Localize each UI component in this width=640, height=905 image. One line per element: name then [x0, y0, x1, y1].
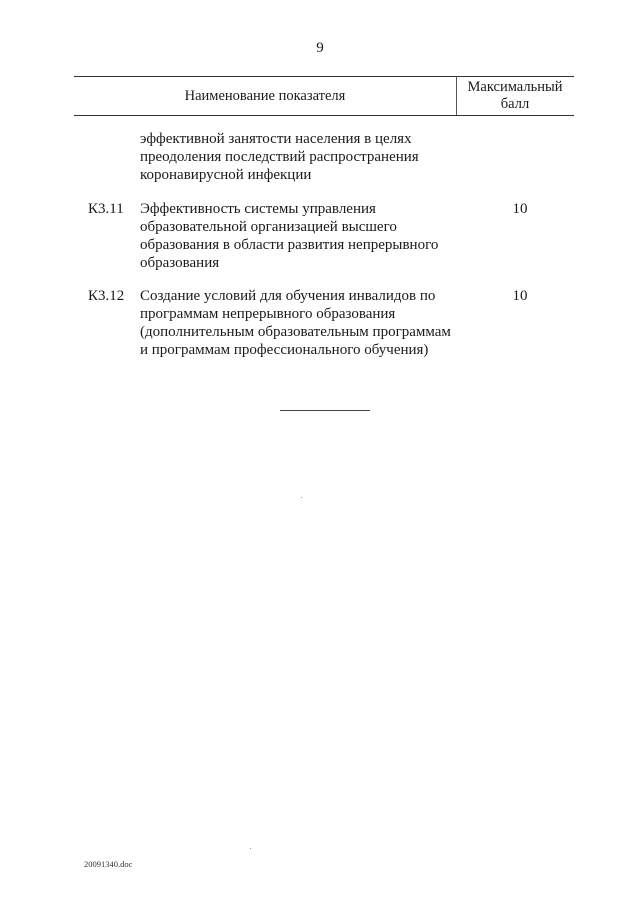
row-text: Эффективность системы управления образовательной организацией высшего образования в области развития непрерывного образования: [140, 201, 439, 271]
table-top-rule: [74, 76, 574, 77]
table-header-bottom-rule: [74, 115, 574, 116]
scan-speck: [301, 497, 302, 498]
row-score: 10: [512, 288, 528, 304]
header-indicator-name: Наименование показателя: [184, 88, 346, 104]
end-of-document-rule: [280, 410, 370, 411]
header-max-score: Максимальный балл: [467, 79, 563, 112]
footer-filename: 20091340.doc: [84, 859, 133, 869]
row-code: К3.11: [88, 201, 124, 217]
row-score: 10: [512, 201, 528, 217]
row-text: эффективной занятости населения в целях преодоления последствий распространения коронавирусной инфекции: [140, 131, 419, 183]
page-number: 9: [316, 40, 324, 56]
row-code: К3.12: [88, 288, 125, 304]
scan-speck: [250, 848, 251, 849]
row-text: Создание условий для обучения инвалидов по программам непрерывного образования (дополнительным образовательным программам и программам профессионального обучения): [140, 288, 451, 358]
